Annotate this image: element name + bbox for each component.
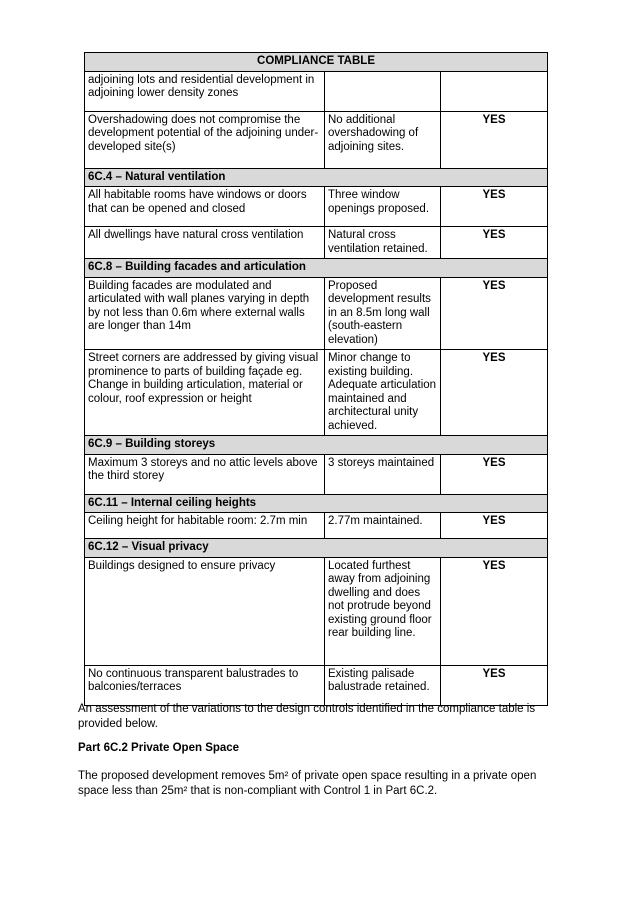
- table-row: [85, 513, 548, 539]
- control-cell: Maximum 3 storeys and no attic levels above the third storey: [85, 454, 325, 494]
- result-cell: YES: [441, 513, 548, 539]
- section-title: 6C.9 – Building storeys: [85, 436, 548, 455]
- section-title: 6C.8 – Building facades and articulation: [85, 259, 548, 278]
- result-cell: YES: [441, 227, 548, 259]
- control-cell: Overshadowing does not compromise the development potential of the adjoining under-developed site(s): [85, 111, 325, 168]
- assessment-intro: An assessment of the variations to the design controls identified in the compliance table is provided below.: [78, 703, 536, 730]
- proposal-cell: Proposed development results in an 8.5m long wall (south-eastern elevation): [325, 277, 441, 350]
- section-header-row: [85, 168, 548, 187]
- table-row: [85, 454, 548, 494]
- table-row: [85, 277, 548, 350]
- section-heading: Part 6C.2 Private Open Space: [78, 742, 240, 754]
- proposal-cell: Located furthest away from adjoining dwelling and does not protrude beyond existing ground floor rear building line.: [325, 557, 441, 665]
- result-cell: YES: [441, 111, 548, 168]
- section-header-row: [85, 436, 548, 455]
- proposal-cell: Natural cross ventilation retained.: [325, 227, 441, 259]
- section-header-row: [85, 539, 548, 558]
- section-title: 6C.11 – Internal ceiling heights: [85, 494, 548, 513]
- compliance-table: [84, 52, 548, 706]
- proposal-cell: Existing palisade balustrade retained.: [325, 665, 441, 705]
- table-row: [85, 227, 548, 259]
- proposal-cell: Three window openings proposed.: [325, 187, 441, 227]
- result-cell: [441, 71, 548, 111]
- result-cell: YES: [441, 187, 548, 227]
- control-cell: Buildings designed to ensure privacy: [85, 557, 325, 665]
- result-cell: YES: [441, 350, 548, 436]
- section-header-row: [85, 494, 548, 513]
- table-header-row: [85, 53, 548, 72]
- section-title: 6C.12 – Visual privacy: [85, 539, 548, 558]
- table-row: [85, 557, 548, 665]
- control-cell: adjoining lots and residential development in adjoining lower density zones: [85, 71, 325, 111]
- proposal-cell: 3 storeys maintained: [325, 454, 441, 494]
- body-paragraph: The proposed development removes 5m² of private open space resulting in a private open space less than 25m² that is non-compliant with Control 1 in Part 6C.2.: [78, 770, 537, 797]
- result-cell: YES: [441, 454, 548, 494]
- table-row: [85, 111, 548, 168]
- section-title: 6C.4 – Natural ventilation: [85, 168, 548, 187]
- proposal-cell: 2.77m maintained.: [325, 513, 441, 539]
- table-row: [85, 187, 548, 227]
- section-header-row: [85, 259, 548, 278]
- control-cell: Street corners are addressed by giving visual prominence to parts of building façade eg. Change in building articulation, material or colour, roof expression or height: [85, 350, 325, 436]
- result-cell: YES: [441, 277, 548, 350]
- control-cell: Ceiling height for habitable room: 2.7m min: [85, 513, 325, 539]
- result-cell: YES: [441, 557, 548, 665]
- control-cell: Building facades are modulated and articulated with wall planes varying in depth by not less than 0.6m where external walls are longer than 14m: [85, 277, 325, 350]
- table-row: [85, 665, 548, 705]
- control-cell: All dwellings have natural cross ventilation: [85, 227, 325, 259]
- table-row: [85, 71, 548, 111]
- control-cell: No continuous transparent balustrades to balconies/terraces: [85, 665, 325, 705]
- proposal-cell: Minor change to existing building. Adequate articulation maintained and architectural unity achieved.: [325, 350, 441, 436]
- table-title: COMPLIANCE TABLE: [85, 53, 548, 72]
- proposal-cell: No additional overshadowing of adjoining sites.: [325, 111, 441, 168]
- result-cell: YES: [441, 665, 548, 705]
- table-row: [85, 350, 548, 436]
- proposal-cell: [325, 71, 441, 111]
- control-cell: All habitable rooms have windows or doors that can be opened and closed: [85, 187, 325, 227]
